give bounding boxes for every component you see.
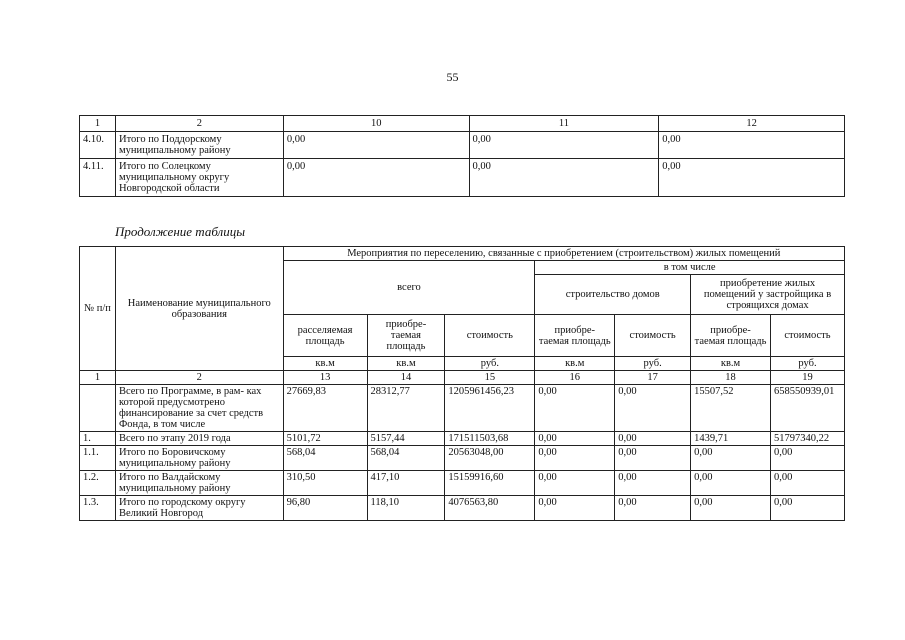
- row-number: 1.: [80, 432, 116, 446]
- header-cell: 10: [283, 116, 469, 132]
- cell-value: 5157,44: [367, 432, 445, 446]
- cell-value: 0,00: [615, 446, 691, 471]
- cell-value: 4076563,80: [445, 496, 535, 521]
- cell-value: 0,00: [615, 385, 691, 432]
- sub-header: приобре- таемая площадь: [691, 315, 771, 357]
- cell-value: 171511503,68: [445, 432, 535, 446]
- table-row: [80, 385, 845, 432]
- header-cell: 11: [469, 116, 659, 132]
- col-number: 17: [615, 371, 691, 385]
- sub-header: приобре- таемая площадь: [535, 315, 615, 357]
- sub-header: приобре- таемая площадь: [367, 315, 445, 357]
- continuation-label: Продолжение таблицы: [115, 224, 246, 239]
- group-title: Мероприятия по переселению, связанные с приобретением (строительством) жилых помещений: [283, 247, 844, 261]
- cell-value: 118,10: [367, 496, 445, 521]
- cell-value: 0,00: [535, 432, 615, 446]
- construction-header: строительство домов: [535, 275, 691, 315]
- unit-cell: кв.м: [283, 357, 367, 371]
- cell-value: 15507,52: [691, 385, 771, 432]
- row-number: 4.10.: [80, 132, 116, 159]
- row-number: [80, 385, 116, 432]
- row-name: Всего по этапу 2019 года: [115, 432, 283, 446]
- cell-value: 568,04: [283, 446, 367, 471]
- row-name: Итого по Боровичскому муниципальному району: [115, 446, 283, 471]
- unit-cell: руб.: [770, 357, 844, 371]
- cell-value: 0,00: [770, 446, 844, 471]
- col-number: 15: [445, 371, 535, 385]
- column-numbers-row: [80, 371, 845, 385]
- col-num-header: № п/п: [80, 247, 116, 371]
- cell-value: 0,00: [770, 496, 844, 521]
- cell-value: 0,00: [535, 446, 615, 471]
- cell-value: 0,00: [615, 471, 691, 496]
- col-number: 18: [691, 371, 771, 385]
- cell-value: 0,00: [691, 446, 771, 471]
- sub-header: стоимость: [445, 315, 535, 357]
- unit-cell: руб.: [615, 357, 691, 371]
- cell-value: 5101,72: [283, 432, 367, 446]
- sub-header: стоимость: [770, 315, 844, 357]
- developer-header: приобретение жилых помещений у застройщика в строящихся домах: [691, 275, 845, 315]
- table-row: [80, 496, 845, 521]
- cell-value: 0,00: [659, 132, 845, 159]
- table-row: [80, 432, 845, 446]
- cell-value: 658550939,01: [770, 385, 844, 432]
- cell-value: 0,00: [615, 432, 691, 446]
- table-header-row: [80, 116, 845, 132]
- row-name: Итого по Поддорскому муниципальному району: [115, 132, 283, 159]
- col-number: 2: [115, 371, 283, 385]
- header-row-1: [80, 247, 845, 261]
- col-number: 1: [80, 371, 116, 385]
- cell-value: 0,00: [770, 471, 844, 496]
- row-name: Всего по Программе, в рам- ках которой предусмотрено финансирование за счет средств Фонда, в том числе: [115, 385, 283, 432]
- col-number: 16: [535, 371, 615, 385]
- cell-value: 1439,71: [691, 432, 771, 446]
- table-row: [80, 471, 845, 496]
- total-header: всего: [283, 261, 535, 315]
- cell-value: 417,10: [367, 471, 445, 496]
- cell-value: 15159916,60: [445, 471, 535, 496]
- header-cell: 12: [659, 116, 845, 132]
- table-main: [79, 246, 845, 521]
- cell-value: 96,80: [283, 496, 367, 521]
- unit-cell: кв.м: [367, 357, 445, 371]
- row-number: 1.3.: [80, 496, 116, 521]
- row-name: Итого по Валдайскому муниципальному району: [115, 471, 283, 496]
- row-name: Итого по Солецкому муниципальному округу Новгородской области: [115, 159, 283, 197]
- unit-cell: кв.м: [691, 357, 771, 371]
- page-number: 55: [446, 70, 459, 84]
- sub-header: расселяемая площадь: [283, 315, 367, 357]
- cell-value: 27669,83: [283, 385, 367, 432]
- table-top: [79, 115, 845, 197]
- col-number: 14: [367, 371, 445, 385]
- header-cell: 2: [115, 116, 283, 132]
- table-row: [80, 446, 845, 471]
- cell-value: 51797340,22: [770, 432, 844, 446]
- table-row: [80, 159, 845, 197]
- cell-value: 0,00: [691, 471, 771, 496]
- including-header: в том числе: [535, 261, 845, 275]
- unit-cell: руб.: [445, 357, 535, 371]
- cell-value: 0,00: [283, 132, 469, 159]
- cell-value: 0,00: [691, 496, 771, 521]
- cell-value: 568,04: [367, 446, 445, 471]
- cell-value: 0,00: [283, 159, 469, 197]
- cell-value: 310,50: [283, 471, 367, 496]
- sub-header: стоимость: [615, 315, 691, 357]
- cell-value: 0,00: [535, 496, 615, 521]
- col-number: 13: [283, 371, 367, 385]
- cell-value: 20563048,00: [445, 446, 535, 471]
- cell-value: 0,00: [615, 496, 691, 521]
- cell-value: 0,00: [535, 471, 615, 496]
- row-number: 1.2.: [80, 471, 116, 496]
- col-name-header: Наименование муниципального образования: [115, 247, 283, 371]
- header-cell: 1: [80, 116, 116, 132]
- cell-value: 0,00: [469, 159, 659, 197]
- row-number: 4.11.: [80, 159, 116, 197]
- cell-value: 0,00: [535, 385, 615, 432]
- table-row: [80, 132, 845, 159]
- cell-value: 0,00: [469, 132, 659, 159]
- col-number: 19: [770, 371, 844, 385]
- cell-value: 1205961456,23: [445, 385, 535, 432]
- cell-value: 28312,77: [367, 385, 445, 432]
- unit-cell: кв.м: [535, 357, 615, 371]
- row-number: 1.1.: [80, 446, 116, 471]
- cell-value: 0,00: [659, 159, 845, 197]
- row-name: Итого по городскому округу Великий Новгород: [115, 496, 283, 521]
